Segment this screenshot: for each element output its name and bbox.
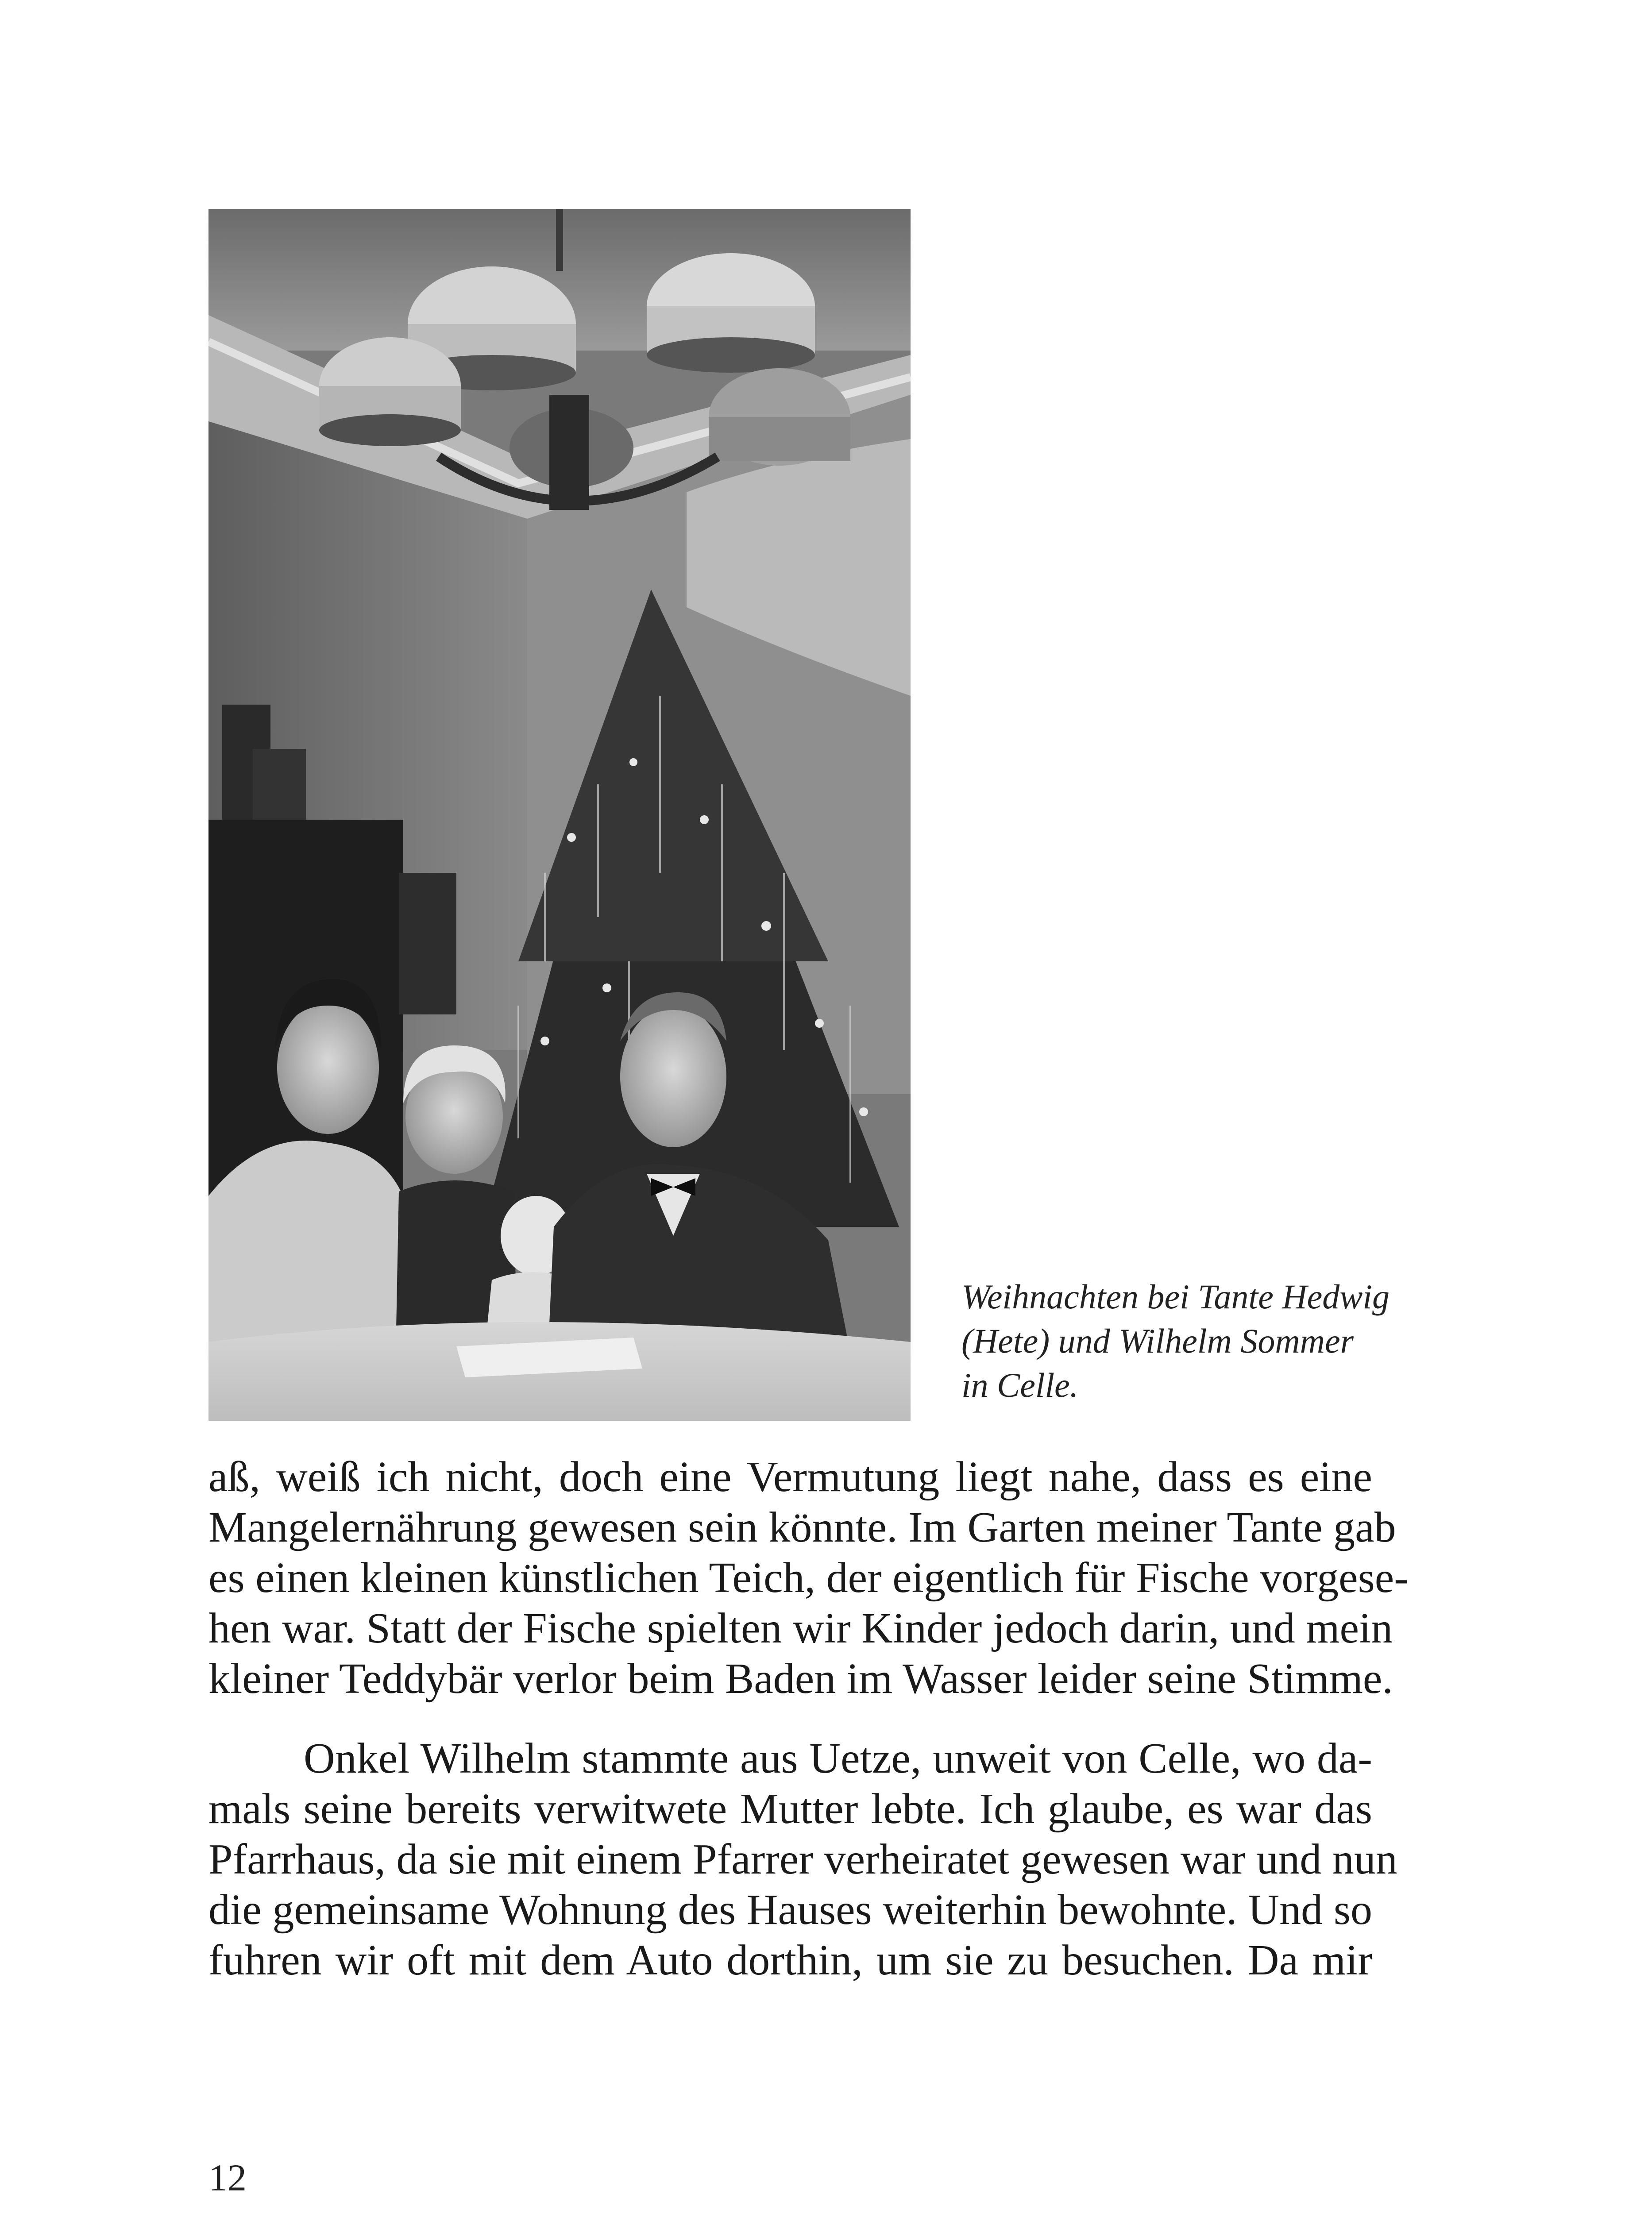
photo-image [208,209,911,1421]
paragraph-1 [208,1452,1409,1704]
text-line: Pfarrhaus, da sie mit einem Pfarrer verheiratet gewesen war und nun [208,1835,1397,1883]
photo-caption [961,1275,1625,1407]
text-line: es einen kleinen künstlichen Teich, der eigentlich für Fische vorgese- [208,1554,1409,1602]
caption-line: (Hete) und Wilhelm Sommer [961,1322,1354,1360]
text-line: kleiner Teddybär verlor beim Baden im Wasser leider seine Stimme. [208,1655,1393,1703]
body-text [208,1452,1409,1986]
family-christmas-photo [208,209,911,1421]
caption-line: Weihnachten bei Tante Hedwig [961,1277,1390,1316]
text-line: hen war. Statt der Fische spielten wir Kinder jedoch darin, und mein [208,1604,1393,1652]
text-line: fuhren wir oft mit dem Auto dorthin, um sie zu besuchen. Da mir [208,1936,1372,1984]
caption-line: in Celle. [961,1366,1079,1404]
text-line: aß, weiß ich nicht, doch eine Vermutung liegt nahe, dass es eine [208,1453,1372,1501]
text-line: Mangelernährung gewesen sein könnte. Im Garten meiner Tante gab [208,1504,1396,1551]
text-line: mals seine bereits verwitwete Mutter lebte. Ich glaube, es war das [208,1785,1372,1833]
text-line: Onkel Wilhelm stammte aus Uetze, unweit von Celle, wo da- [304,1735,1372,1782]
text-line: die gemeinsame Wohnung des Hauses weiterhin bewohnte. Und so [208,1886,1372,1934]
page-number: 12 [208,2156,247,2199]
paragraph-2 [208,1733,1397,1986]
